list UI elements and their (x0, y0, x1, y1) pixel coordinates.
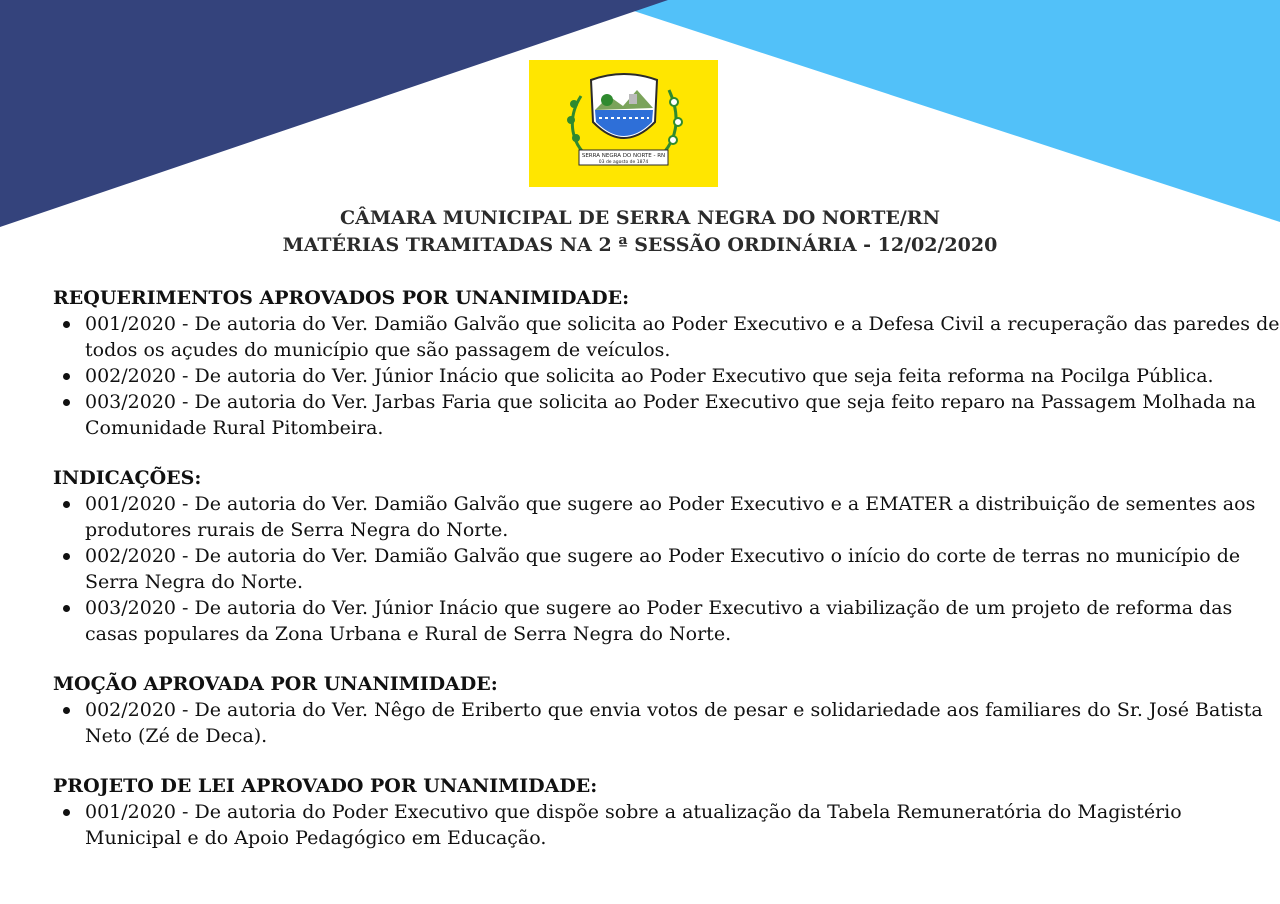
section-list (53, 799, 1280, 851)
section-heading: INDICAÇÕES: (53, 467, 202, 489)
page-title: CÂMARA MUNICIPAL DE SERRA NEGRA DO NORTE/RN (340, 207, 940, 229)
section-heading: MOÇÃO APROVADA POR UNANIMIDADE: (53, 673, 498, 695)
list-item (85, 543, 1280, 595)
bullet-icon (63, 501, 70, 508)
list-item (85, 389, 1280, 441)
list-item-text: 003/2020 - De autoria do Ver. Júnior Inácio que sugere ao Poder Executivo a viabilização de um projeto de reforma das casas populares da Zona Urbana e Rural de Serra Negra do Norte. (85, 597, 1233, 645)
bullet-icon (63, 399, 70, 406)
page-subtitle: MATÉRIAS TRAMITADAS NA 2 ª SESSÃO ORDINÁRIA - 12/02/2020 (282, 234, 998, 256)
section-list (53, 491, 1280, 647)
section-heading: REQUERIMENTOS APROVADOS POR UNANIMIDADE: (53, 287, 630, 309)
list-item-text: 002/2020 - De autoria do Ver. Damião Galvão que sugere ao Poder Executivo o início do corte de terras no município de Serra Negra do Norte. (85, 545, 1241, 593)
list-item-text: 003/2020 - De autoria do Ver. Jarbas Faria que solicita ao Poder Executivo que seja feito reparo na Passagem Molhada na Comunidade Rural Pitombeira. (85, 391, 1256, 439)
list-item (85, 595, 1280, 647)
title-block (0, 205, 1280, 259)
list-item (85, 799, 1280, 851)
bullet-icon (63, 553, 70, 560)
logo-banner-line2: 03 de agosto de 1874 (598, 160, 649, 165)
bullet-icon (63, 809, 70, 816)
section-requerimentos (53, 285, 1280, 441)
section-list (53, 697, 1280, 749)
list-item (85, 311, 1280, 363)
logo-banner-line1: SERRA NEGRA DO NORTE - RN (581, 153, 666, 159)
list-item-text: 001/2020 - De autoria do Ver. Damião Galvão que sugere ao Poder Executivo e a EMATER a distribuição de sementes aos produtores rurais de Serra Negra do Norte. (85, 493, 1256, 541)
bullet-icon (63, 321, 70, 328)
section-heading: PROJETO DE LEI APROVADO POR UNANIMIDADE: (53, 775, 598, 797)
section-projeto-de-lei (53, 773, 1280, 851)
section-mocao (53, 671, 1280, 749)
list-item-text: 002/2020 - De autoria do Ver. Nêgo de Eriberto que envia votos de pesar e solidariedade aos familiares do Sr. José Batista Neto (Zé de Deca). (85, 699, 1263, 747)
list-item (85, 491, 1280, 543)
list-item-text: 001/2020 - De autoria do Poder Executivo que dispõe sobre a atualização da Tabela Remuneratória do Magistério Municipal e do Apoio Pedagógico em Educação. (85, 801, 1182, 849)
list-item-text: 002/2020 - De autoria do Ver. Júnior Inácio que solicita ao Poder Executivo que seja feita reforma na Pocilga Pública. (85, 365, 1214, 387)
section-list (53, 311, 1280, 441)
list-item (85, 363, 1280, 389)
section-indicacoes (53, 465, 1280, 647)
bullet-icon (63, 605, 70, 612)
list-item-text: 001/2020 - De autoria do Ver. Damião Galvão que solicita ao Poder Executivo e a Defesa Civil a recuperação das paredes de todos os açudes do município que são passagem de veículos. (85, 313, 1280, 361)
bullet-icon (63, 373, 70, 380)
municipal-logo (529, 60, 718, 187)
bullet-icon (63, 707, 70, 714)
list-item (85, 697, 1280, 749)
document-content (53, 285, 1280, 875)
